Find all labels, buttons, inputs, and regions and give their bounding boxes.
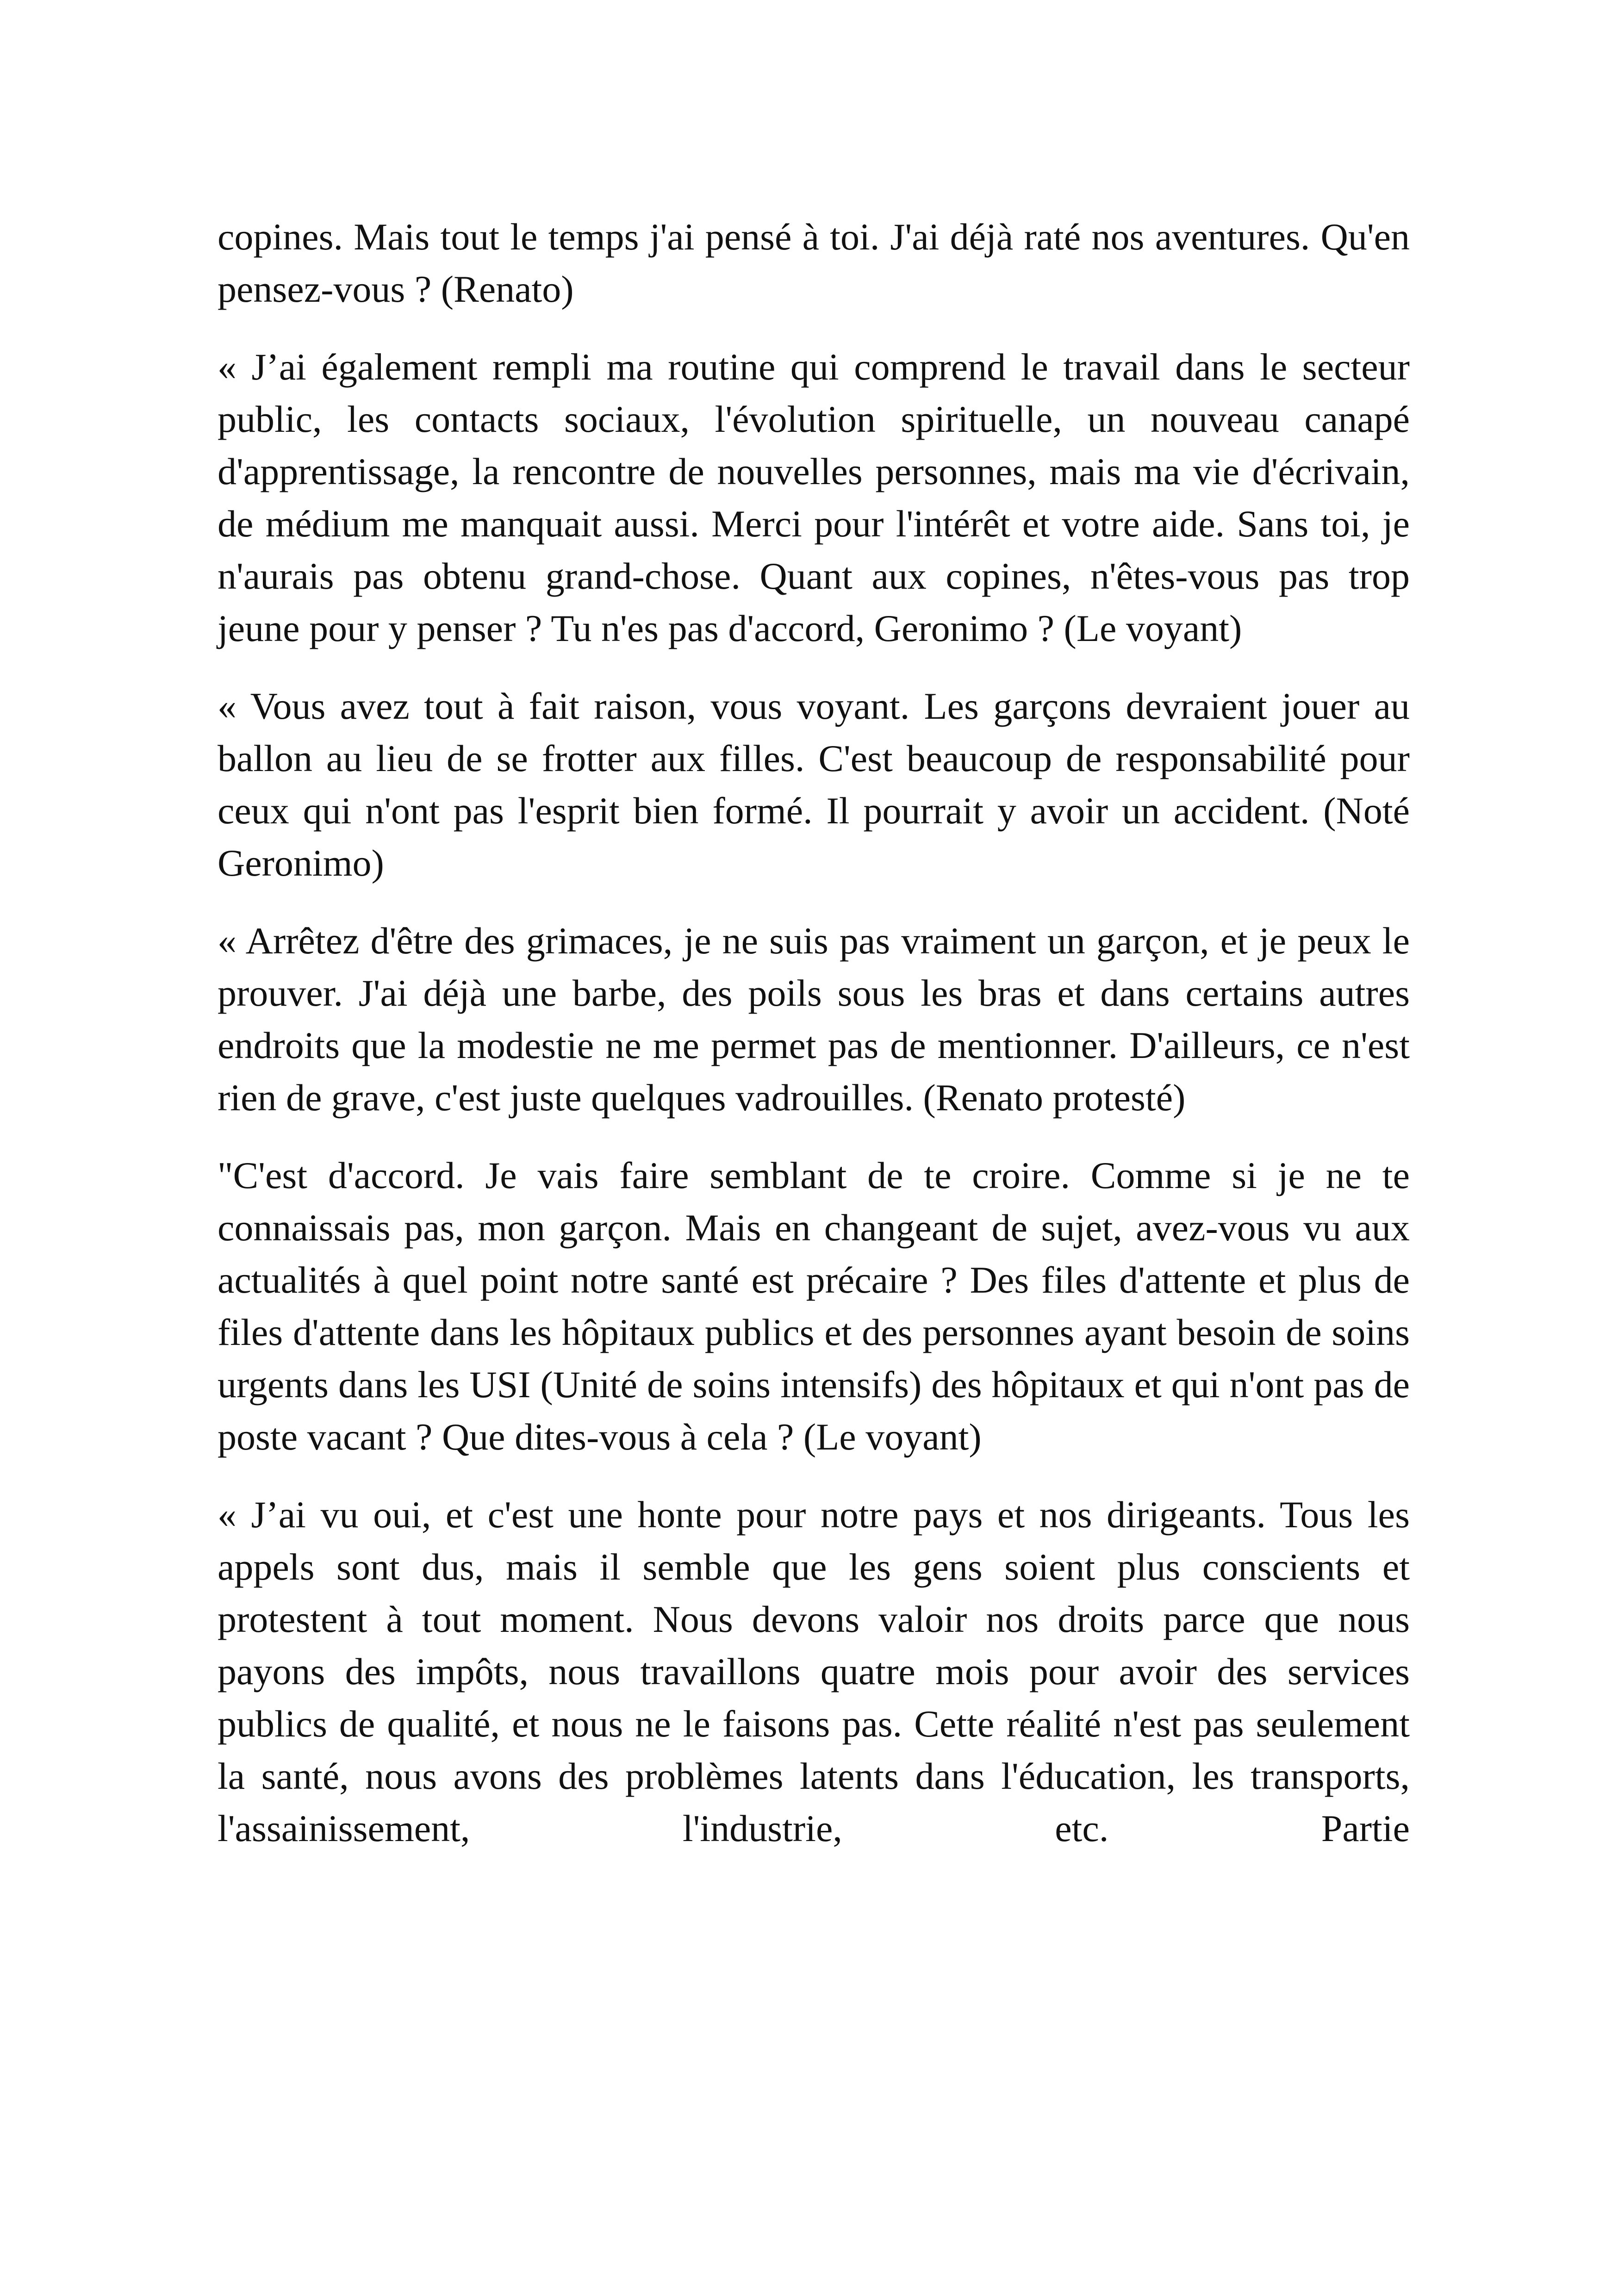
paragraph-voyant-sante: "C'est d'accord. Je vais faire semblant de te croire. Comme si je ne te connaissais pas, mon garçon. Mais en changeant de sujet, avez-vous vu aux actualités à quel point notre santé est précaire ? Des files d'attente et plus de files d'attente dans les hôpitaux publics et des personnes ayant besoin de soins urgents dans les USI (Unité de soins intensifs) des hôpitaux et qui n'ont pas de poste vacant ? Que dites-vous à cela ? (Le voyant) — [218, 1154, 1410, 1458]
paragraph-renato-honte: « J’ai vu oui, et c'est une honte pour notre pays et nos dirigeants. Tous les appels sont dus, mais il semble que les gens soient plus conscients et protestent à tout moment. Nous devons valoir nos droits parce que nous payons des impôts, nous travaillons quatre mois pour avoir des services publics de qualité, et nous ne le faisons pas. Cette réalité n'est pas seulement la santé, nous avons des problèmes latents dans l'éducation, les transports, l'assainissement, l'industrie, etc. Partie — [218, 1493, 1410, 1849]
paragraph-renato-proteste: « Arrêtez d'être des grimaces, je ne suis pas vraiment un garçon, et je peux le prouver. J'ai déjà une barbe, des poils sous les bras et dans certains autres endroits que la modestie ne me permet pas de mentionner. D'ailleurs, ce n'est rien de grave, c'est juste quelques vadrouilles. (Renato protesté) — [218, 920, 1410, 1119]
paragraph-voyant-routine: « J’ai également rempli ma routine qui comprend le travail dans le secteur public, les contacts sociaux, l'évolution spirituelle, un nouveau canapé d'apprentissage, la rencontre de nouvelles personnes, mais ma vie d'écrivain, de médium me manquait aussi. Merci pour l'intérêt et votre aide. Sans toi, je n'aurais pas obtenu grand-chose. Quant aux copines, n'êtes-vous pas trop jeune pour y penser ? Tu n'es pas d'accord, Geronimo ? (Le voyant) — [218, 346, 1410, 649]
paragraph-geronimo-raison: « Vous avez tout à fait raison, vous voyant. Les garçons devraient jouer au ballon au lieu de se frotter aux filles. C'est beaucoup de responsabilité pour ceux qui n'ont pas l'esprit bien formé. Il pourrait y avoir un accident. (Noté Geronimo) — [218, 685, 1410, 884]
body-text — [218, 211, 1410, 1880]
paragraph-renato-copines: copines. Mais tout le temps j'ai pensé à toi. J'ai déjà raté nos aventures. Qu'en pensez-vous ? (Renato) — [218, 216, 1410, 310]
